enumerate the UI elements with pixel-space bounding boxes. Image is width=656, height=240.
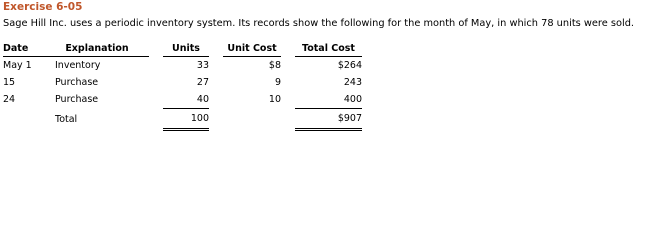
exercise-intro-text: Sage Hill Inc. uses a periodic inventory system. Its records show the following for the month of May, in which 78 units were sold.	[3, 18, 635, 29]
cell-unit-cost: 10	[268, 94, 281, 106]
column-gap	[149, 41, 163, 57]
column-gap	[209, 41, 223, 57]
table-total-row	[3, 109, 362, 130]
cell-unit-cost: $8	[268, 60, 281, 71]
cell-total-cost: 243	[343, 77, 362, 88]
cell-explanation: Inventory	[55, 60, 101, 71]
cell-total-label: Total	[55, 113, 78, 125]
cell-unit-cost: 9	[274, 77, 281, 88]
exercise-title: Exercise 6-05	[3, 1, 83, 13]
header-total-cost: Total Cost	[295, 41, 362, 57]
cell-grand-total-cost: $907	[295, 109, 362, 130]
cell-total-cost: $264	[337, 60, 362, 71]
cell-date: 24	[3, 94, 16, 106]
cell-total-units: 100	[163, 109, 209, 130]
header-units: Units	[163, 41, 209, 57]
cell-date-empty	[3, 109, 45, 130]
cell-unit-cost-empty	[223, 109, 281, 130]
cell-explanation: Purchase	[55, 94, 99, 106]
table-row	[3, 57, 362, 75]
table-header-row	[3, 41, 362, 57]
inventory-table	[3, 41, 362, 131]
cell-units: 27	[196, 77, 209, 88]
cell-units: 40	[196, 94, 209, 105]
cell-total-cost: 400	[343, 94, 362, 105]
header-explanation: Explanation	[45, 41, 149, 57]
cell-date: May 1	[3, 60, 32, 71]
header-date: Date	[3, 41, 45, 57]
header-unit-cost: Unit Cost	[223, 41, 281, 57]
table-row	[3, 74, 362, 91]
table-row	[3, 91, 362, 109]
cell-date: 15	[3, 77, 16, 88]
cell-units: 33	[196, 60, 209, 71]
column-gap	[281, 41, 295, 57]
cell-explanation: Purchase	[55, 77, 99, 88]
